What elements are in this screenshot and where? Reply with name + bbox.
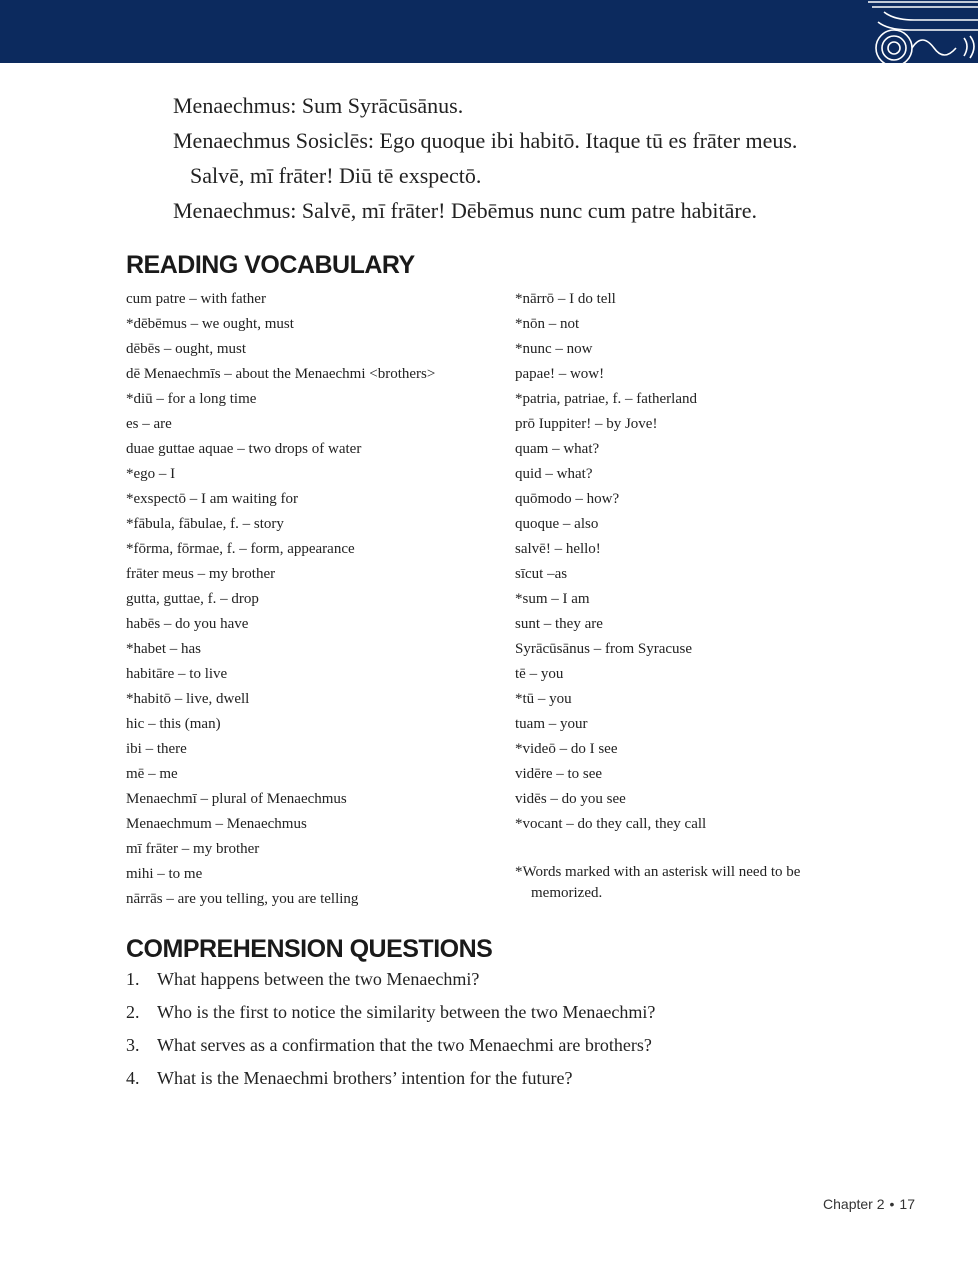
dialogue-line: Salvē, mī frāter! Diū tē exspectō. [190,163,482,188]
vocab-entry: quōmodo – how? [515,491,620,507]
vocab-entry: prō Iuppiter! – by Jove! [515,416,658,432]
vocab-entry: *patria, patriae, f. – fatherland [515,391,697,407]
vocab-entry: Syrācūsānus – from Syracuse [515,641,693,657]
vocab-entry: mihi – to me [126,866,203,882]
vocab-entry: *nārrō – I do tell [515,291,616,307]
vocab-entry: *nōn – not [515,316,580,332]
footer-separator: • [889,1196,895,1212]
vocab-entry: sīcut –as [515,566,568,582]
asterisk-note: *Words marked with an asterisk will need to be memorized. [515,864,801,901]
vocab-entry: *habet – has [126,641,201,657]
question-text: What happens between the two Menaechmi? [157,969,480,989]
vocab-entry: *dēbēmus – we ought, must [126,316,294,332]
vocab-entry: papae! – wow! [515,366,605,382]
question-list [126,969,886,1101]
question-item [126,1035,886,1068]
question-text: What serves as a confirmation that the two Menaechmi are brothers? [157,1035,652,1055]
vocab-entry: gutta, guttae, f. – drop [126,591,259,607]
question-number: 2. [126,1002,140,1022]
vocab-entry: *nunc – now [515,341,593,357]
vocabulary-right-column [515,287,895,837]
vocab-entry: habitāre – to live [126,666,228,682]
vocab-entry: nārrās – are you telling, you are telling [126,891,359,907]
vocab-entry: dēbēs – ought, must [126,341,246,357]
vocab-entry: habēs – do you have [126,616,249,632]
page-number: 17 [899,1196,915,1212]
vocab-entry: frāter meus – my brother [126,566,276,582]
vocab-entry: dē Menaechmīs – about the Menaechmi <brothers> [126,366,436,382]
vocab-entry: *habitō – live, dwell [126,691,250,707]
vocab-entry: hic – this (man) [126,716,221,732]
header-bar [0,0,978,63]
vocab-entry: mē – me [126,766,178,782]
dialogue-line: Menaechmus: Salvē, mī frāter! Dēbēmus nunc cum patre habitāre. [173,198,757,223]
dialogue-line: Menaechmus: Sum Syrācūsānus. [173,93,464,118]
page-footer [700,1196,915,1212]
question-item [126,1068,886,1101]
vocab-entry: salvē! – hello! [515,541,601,557]
vocab-entry: *exspectō – I am waiting for [126,491,299,507]
question-item [126,1002,886,1035]
vocab-entry: Menaechmum – Menaechmus [126,816,307,832]
vocab-entry: ibi – there [126,741,187,757]
question-item [126,969,886,1002]
vocab-entry: quid – what? [515,466,593,482]
vocab-entry: duae guttae aquae – two drops of water [126,441,362,457]
question-text: What is the Menaechmi brothers’ intention for the future? [157,1068,573,1088]
question-number: 4. [126,1068,140,1088]
vocab-entry: *videō – do I see [515,741,618,757]
vocabulary-left-column [126,287,506,912]
dialogue-passage [173,88,913,228]
vocab-entry: vidēs – do you see [515,791,626,807]
vocab-entry: cum patre – with father [126,291,266,307]
vocab-entry: es – are [126,416,172,432]
vocab-entry: *tū – you [515,691,572,707]
reading-vocabulary-heading: READING VOCABULARY [126,251,415,279]
vocab-entry: *fābula, fābulae, f. – story [126,516,284,532]
vocab-entry: sunt – they are [515,616,603,632]
vocab-entry: *diū – for a long time [126,391,257,407]
vocab-entry: Menaechmī – plural of Menaechmus [126,791,347,807]
vocab-entry: *fōrma, fōrmae, f. – form, appearance [126,541,355,557]
chapter-label: Chapter 2 [823,1196,885,1212]
question-text: Who is the first to notice the similarity between the two Menaechmi? [157,1002,656,1022]
vocab-entry: mī frāter – my brother [126,841,260,857]
vocab-entry: tē – you [515,666,564,682]
comprehension-questions-heading: COMPREHENSION QUESTIONS [126,935,493,963]
vocab-entry: tuam – your [515,716,588,732]
vocab-entry: *ego – I [126,466,176,482]
vocab-entry: vidēre – to see [515,766,603,782]
vocab-entry: quoque – also [515,516,599,532]
dialogue-line: Menaechmus Sosiclēs: Ego quoque ibi habitō. Itaque tū es frāter meus. [173,128,798,153]
question-number: 1. [126,969,140,989]
vocab-entry: *sum – I am [515,591,590,607]
vocab-entry: *vocant – do they call, they call [515,816,707,832]
vocab-entry: quam – what? [515,441,600,457]
question-number: 3. [126,1035,140,1055]
ionic-column-capital-icon [864,0,978,63]
